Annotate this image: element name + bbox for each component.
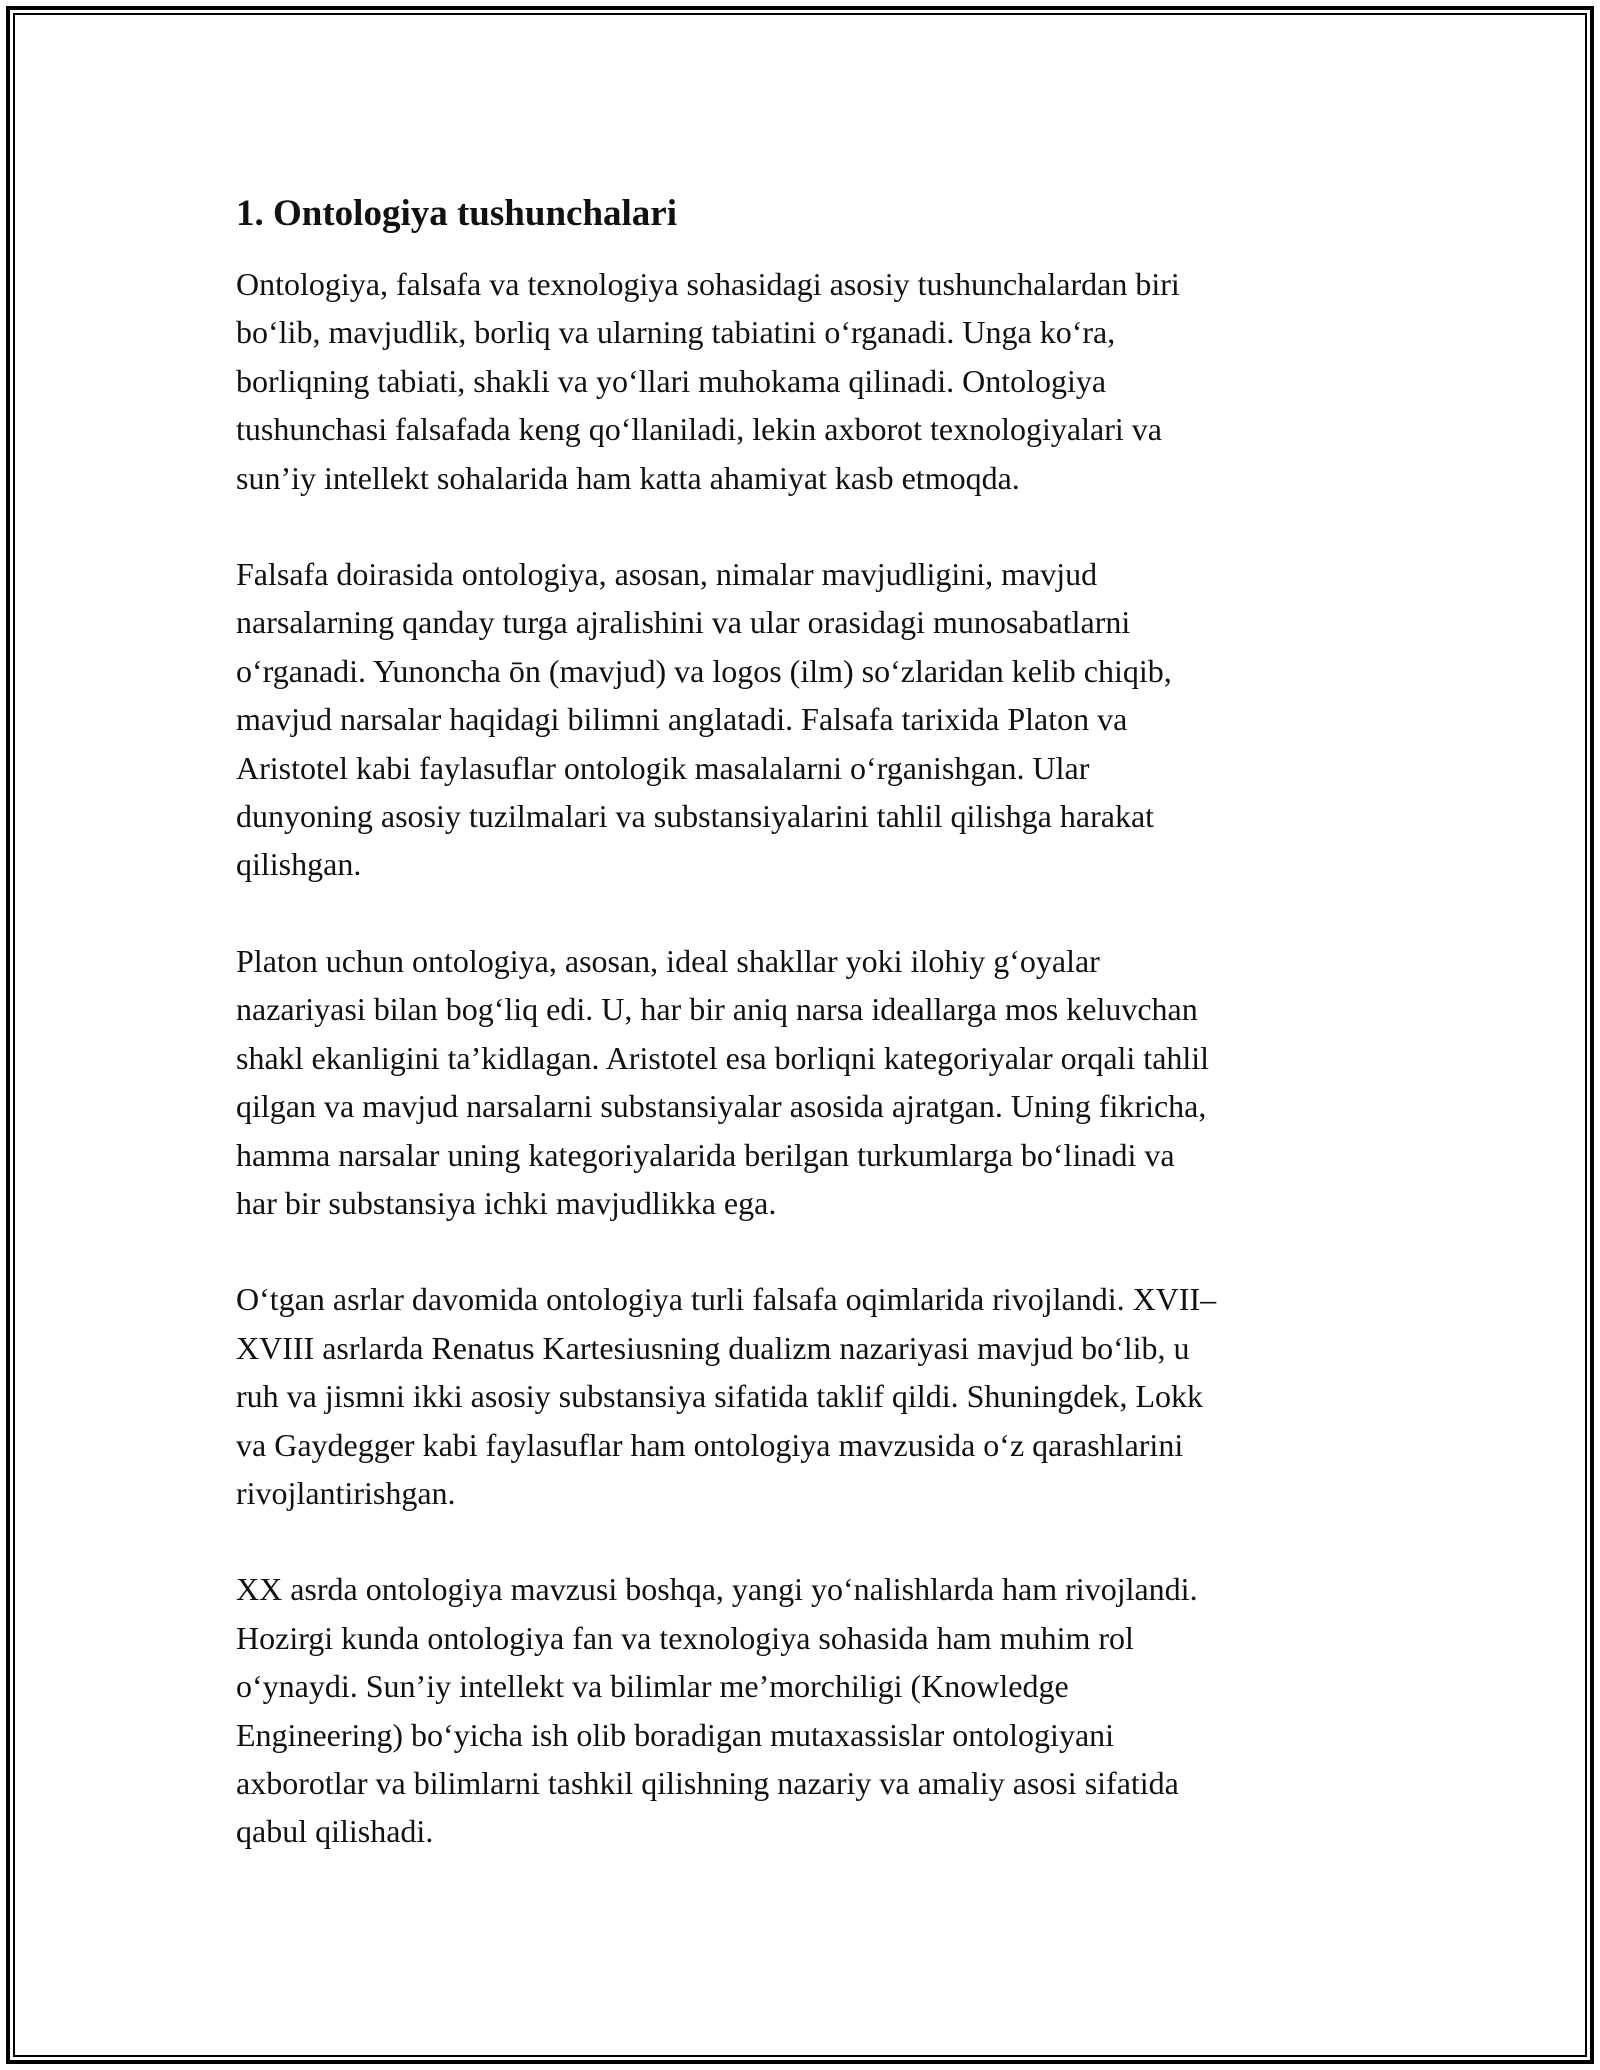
- paragraph-line: tushunchasi falsafada keng qo‘llaniladi, lekin axborot texnologiyalari va: [236, 411, 1162, 448]
- paragraph-1: [236, 260, 1386, 502]
- document-body: [236, 190, 1386, 1904]
- paragraph-4: [236, 1275, 1386, 1517]
- paragraph-line: hamma narsalar uning kategoriyalarida berilgan turkumlarga bo‘linadi va: [236, 1136, 1175, 1173]
- paragraph-3: [236, 937, 1386, 1227]
- paragraph-line: ruh va jismni ikki asosiy substansiya sifatida taklif qildi. Shuningdek, Lokk: [236, 1378, 1204, 1415]
- paragraph-line: o‘rganadi. Yunoncha ōn (mavjud) va logos (ilm) so‘zlaridan kelib chiqib,: [236, 652, 1172, 689]
- paragraph-line: qabul qilishadi.: [236, 1813, 434, 1850]
- paragraph-line: Falsafa doirasida ontologiya, asosan, nimalar mavjudligini, mavjud: [236, 556, 1098, 593]
- paragraph-line: mavjud narsalar haqidagi bilimni anglatadi. Falsafa tarixida Platon va: [236, 701, 1128, 738]
- paragraph-line: XX asrda ontologiya mavzusi boshqa, yangi yo‘nalishlarda ham rivojlandi.: [236, 1571, 1198, 1608]
- paragraph-line: Hozirgi kunda ontologiya fan va texnologiya sohasida ham muhim rol: [236, 1619, 1134, 1656]
- paragraph-line: Aristotel kabi faylasuflar ontologik masalalarni o‘rganishgan. Ular: [236, 749, 1090, 786]
- section-heading: 1. Ontologiya tushunchalari: [236, 193, 678, 234]
- paragraph-line: XVIII asrlarda Renatus Kartesiusning dualizm nazariyasi mavjud bo‘lib, u: [236, 1329, 1190, 1366]
- paragraph-line: nazariyasi bilan bog‘liq edi. U, har bir aniq narsa ideallarga mos keluvchan: [236, 991, 1198, 1028]
- paragraph-line: o‘ynaydi. Sun’iy intellekt va bilimlar me’morchiligi (Knowledge: [236, 1668, 1069, 1705]
- paragraph-line: qilishgan.: [236, 846, 362, 883]
- paragraph-line: bo‘lib, mavjudlik, borliq va ularning tabiatini o‘rganadi. Unga ko‘ra,: [236, 314, 1116, 351]
- paragraph-line: sun’iy intellekt sohalarida ham katta ahamiyat kasb etmoqda.: [236, 459, 1020, 496]
- paragraph-line: dunyoning asosiy tuzilmalari va substansiyalarini tahlil qilishga harakat: [236, 798, 1155, 835]
- paragraph-line: qilgan va mavjud narsalarni substansiyalar asosida ajratgan. Uning fikricha,: [236, 1088, 1207, 1125]
- paragraph-line: Platon uchun ontologiya, asosan, ideal shakllar yoki ilohiy g‘oyalar: [236, 942, 1100, 979]
- paragraph-2: [236, 550, 1386, 889]
- paragraph-line: Engineering) bo‘yicha ish olib boradigan mutaxassislar ontologiyani: [236, 1716, 1115, 1753]
- paragraph-line: O‘tgan asrlar davomida ontologiya turli falsafa oqimlarida rivojlandi. XVII–: [236, 1281, 1217, 1318]
- paragraph-5: [236, 1565, 1386, 1855]
- paragraph-line: va Gaydegger kabi faylasuflar ham ontologiya mavzusida o‘z qarashlarini: [236, 1426, 1184, 1463]
- paragraph-line: axborotlar va bilimlarni tashkil qilishning nazariy va amaliy asosi sifatida: [236, 1764, 1179, 1801]
- paragraph-line: narsalarning qanday turga ajralishini va ular orasidagi munosabatlarni: [236, 604, 1131, 641]
- paragraph-line: rivojlantirishgan.: [236, 1474, 456, 1511]
- paragraph-line: Ontologiya, falsafa va texnologiya sohasidagi asosiy tushunchalardan biri: [236, 266, 1180, 302]
- paragraph-line: shakl ekanligini ta’kidlagan. Aristotel esa borliqni kategoriyalar orqali tahlil: [236, 1039, 1210, 1076]
- paragraph-line: har bir substansiya ichki mavjudlikka ega.: [236, 1184, 777, 1221]
- paragraph-line: borliqning tabiati, shakli va yo‘llari muhokama qilinadi. Ontologiya: [236, 362, 1107, 399]
